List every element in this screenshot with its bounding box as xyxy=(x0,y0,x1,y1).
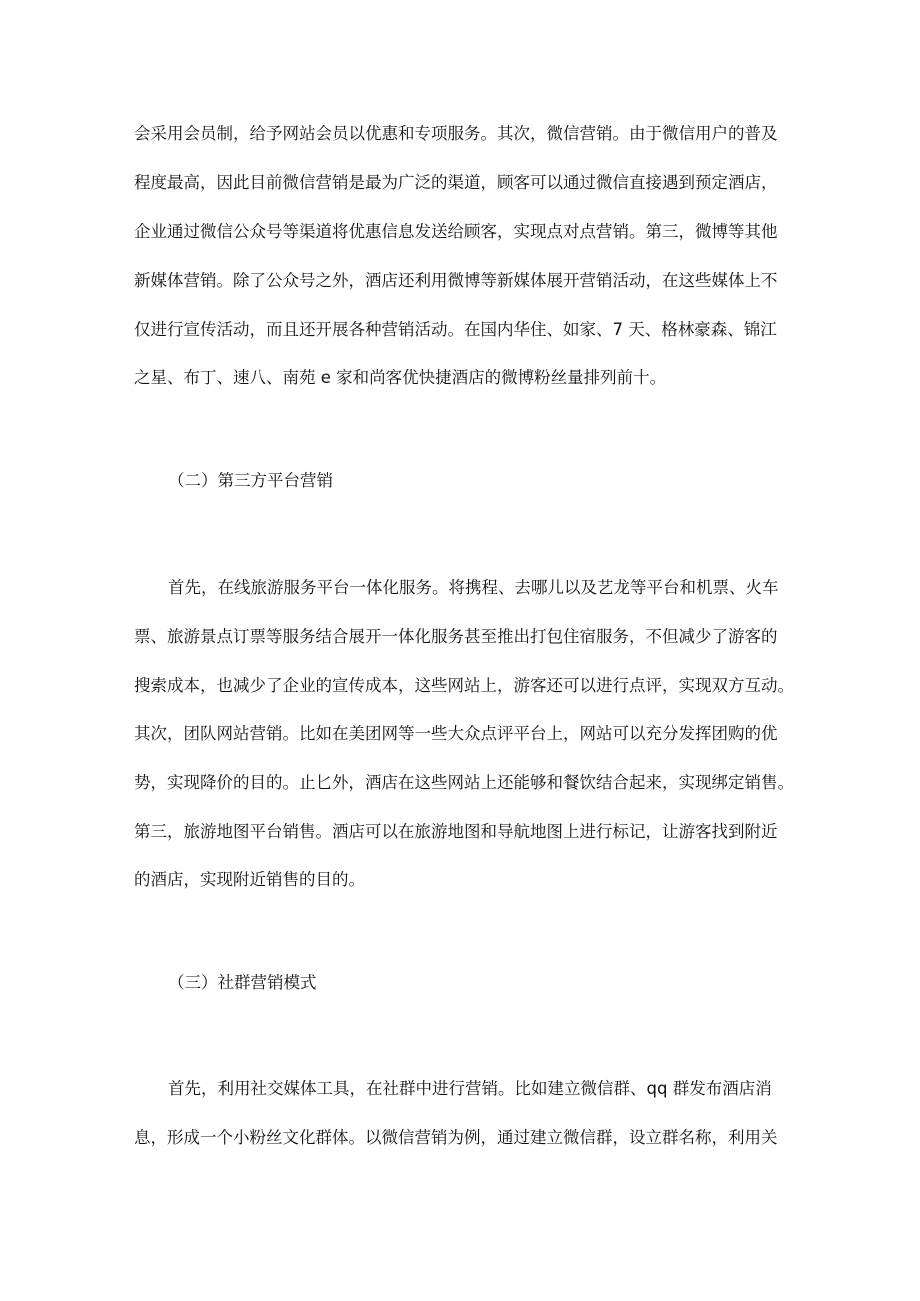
paragraph-1-line-4: 新媒体营销。除了公众号之外，酒店还利用微博等新媒体展开营销活动，在这些媒体上不 xyxy=(134,271,778,290)
paragraph-1-line-2: 程度最高，因此目前微信营销是最为广泛的渠道，顾客可以通过微信直接遇到预定酒店， xyxy=(134,173,778,192)
paragraph-2-line-6: 第三，旅游地图平台销售。酒店可以在旅游地图和导航地图上进行标记，让游客找到附近 xyxy=(134,822,778,841)
paragraph-1-line-6: 之星、布丁、速八、南苑 e 家和尚客优快捷酒店的微博粉丝量排列前十。 xyxy=(134,368,667,387)
paragraph-3-line-2: 息，形成一个小粉丝文化群体。以微信营销为例，通过建立微信群，设立群名称，利用关 xyxy=(134,1128,778,1147)
paragraph-2-line-2: 票、旅游景点订票等服务结合展开一体化服务甚至推出打包住宿服务，不但减少了游客的 xyxy=(134,627,778,646)
paragraph-2-line-1: 首先，在线旅游服务平台一体化服务。将携程、去哪儿以及艺龙等平台和机票、火车 xyxy=(168,578,779,597)
paragraph-2-line-4: 其次，团队网站营销。比如在美团网等一些大众点评平台上，网站可以充分发挥团购的优 xyxy=(134,724,778,743)
paragraph-3-line-1: 首先，利用社交媒体工具，在社群中进行营销。比如建立微信群、qq 群发布酒店消 xyxy=(168,1079,772,1098)
paragraph-2-line-5: 势，实现降价的目的。止匕外，酒店在这些网站上还能够和餐饮结合起来，实现绑定销售。 xyxy=(134,773,794,792)
section-heading-2: （二）第三方平台营销 xyxy=(168,471,333,490)
paragraph-2-line-3: 搜索成本，也减少了企业的宣传成本，这些网站上，游客还可以进行点评，实现双方互动。 xyxy=(134,676,794,695)
section-heading-3: （三）社群营销模式 xyxy=(168,973,317,992)
paragraph-1-line-5: 仅进行宣传活动，而且还开展各种营销活动。在国内华住、如家、7 天、格林豪森、锦江 xyxy=(134,320,777,339)
paragraph-1-line-3: 企业通过微信公众号等渠道将优惠信息发送给顾客，实现点对点营销。第三，微博等其他 xyxy=(134,222,778,241)
paragraph-2-line-7: 的酒店，实现附近销售的目的。 xyxy=(134,870,365,889)
paragraph-1-line-1: 会采用会员制，给予网站会员以优惠和专项服务。其次，微信营销。由于微信用户的普及 xyxy=(134,124,778,143)
